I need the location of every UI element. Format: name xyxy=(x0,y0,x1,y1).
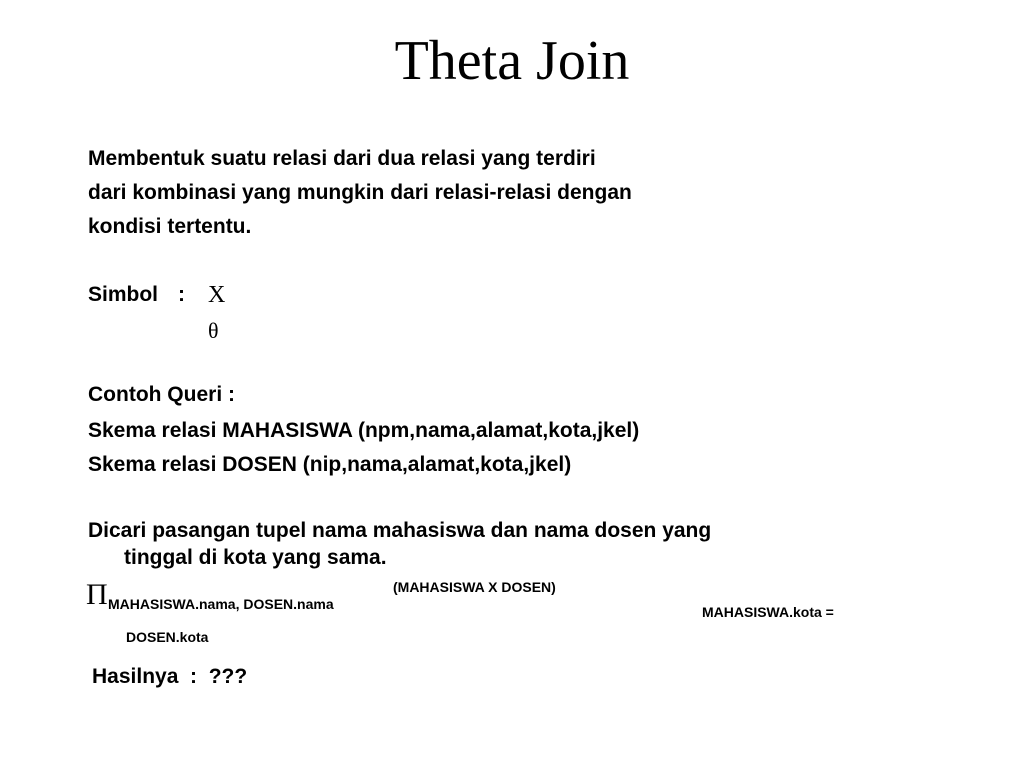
task-line-1: Dicari pasangan tupel nama mahasiswa dan nama dosen yang xyxy=(88,519,712,542)
schema-mahasiswa: Skema relasi MAHASISWA (npm,nama,alamat,kota,jkel) xyxy=(88,419,640,442)
description-line-2: dari kombinasi yang mungkin dari relasi-relasi dengan xyxy=(88,181,632,204)
task-line-2: tinggal di kota yang sama. xyxy=(124,546,387,569)
symbol-label: Simbol xyxy=(88,283,159,306)
result-line: Hasilnya : ??? xyxy=(92,665,248,688)
example-heading: Contoh Queri : xyxy=(88,383,235,406)
schema-dosen: Skema relasi DOSEN (nip,nama,alamat,kota,jkel) xyxy=(88,453,572,476)
projection-pi-symbol: Π xyxy=(86,578,108,611)
description-line-3: kondisi tertentu. xyxy=(88,215,252,238)
description-line-1: Membentuk suatu relasi dari dua relasi yang terdiri xyxy=(88,147,596,170)
projection-attributes: MAHASISWA.nama, DOSEN.nama xyxy=(108,596,334,612)
theta-symbol: θ xyxy=(208,318,219,343)
join-relations: (MAHASISWA X DOSEN) xyxy=(393,579,556,595)
join-condition-part-1: MAHASISWA.kota = xyxy=(702,604,834,620)
symbol-colon: : xyxy=(178,283,185,306)
cross-product-symbol: X xyxy=(208,282,226,308)
slide-title: Theta Join xyxy=(394,30,630,92)
join-condition-part-2: DOSEN.kota xyxy=(126,629,209,645)
